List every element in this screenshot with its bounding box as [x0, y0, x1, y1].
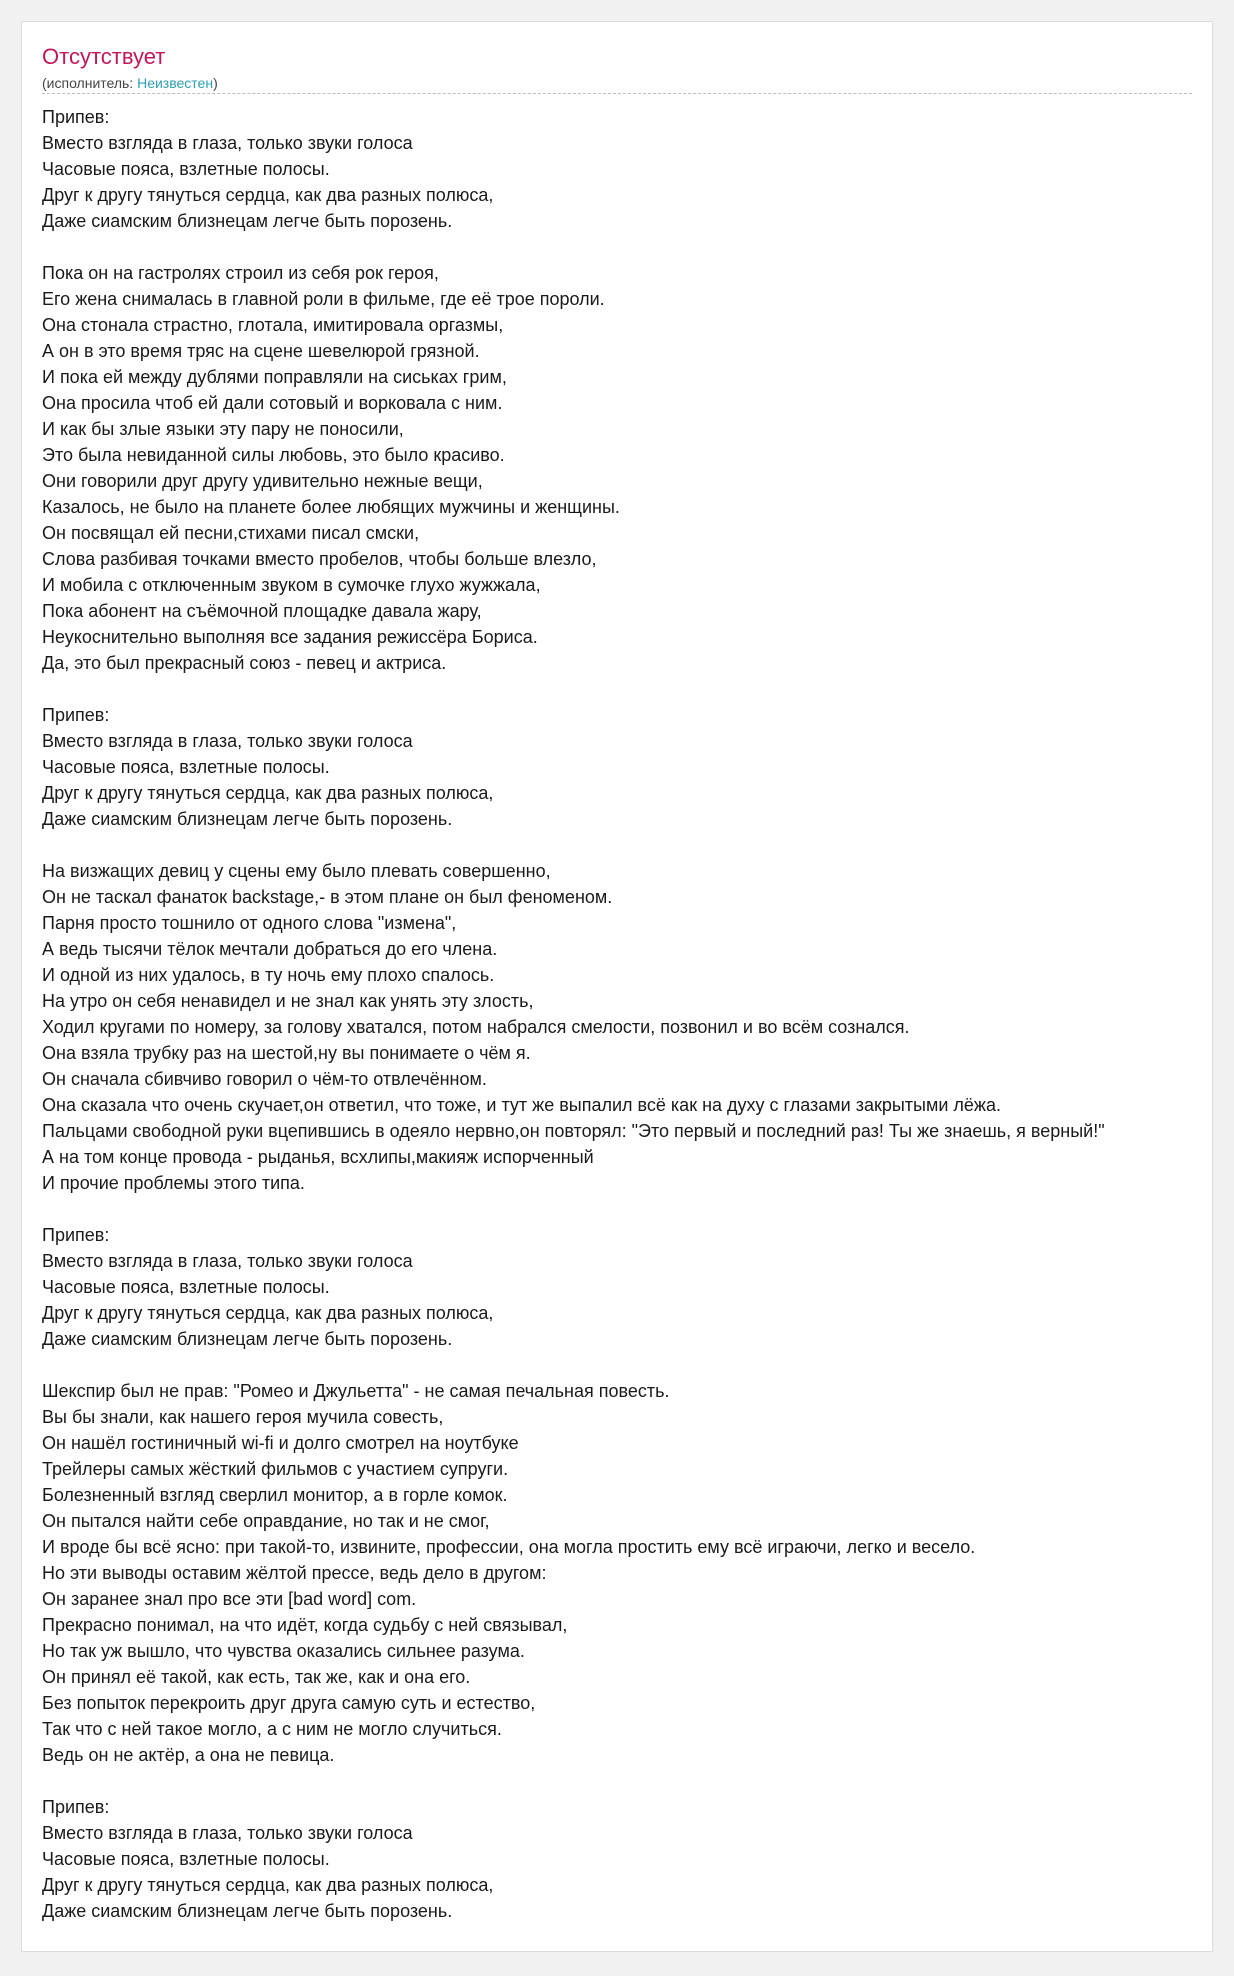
artist-link[interactable]: Неизвестен: [137, 75, 214, 91]
lyrics-line: Даже сиамским близнецам легче быть порозень.: [42, 809, 453, 829]
lyrics-line: Пока он на гастролях строил из себя рок героя,: [42, 263, 439, 283]
lyrics-line: Вместо взгляда в глаза, только звуки голоса: [42, 133, 413, 153]
lyrics-line: Слова разбивая точками вместо пробелов, чтобы больше влезло,: [42, 549, 597, 569]
lyrics-line: Часовые пояса, взлетные полосы.: [42, 159, 330, 179]
lyrics-stanza: [42, 1222, 1213, 1352]
lyrics-line: Даже сиамским близнецам легче быть порозень.: [42, 211, 453, 231]
lyrics-line: Вместо взгляда в глаза, только звуки голоса: [42, 1251, 413, 1271]
lyrics-stanza: [42, 858, 1213, 1196]
lyrics-line: Он пытался найти себе оправдание, но так и не смог,: [42, 1511, 490, 1531]
lyrics-line: Друг к другу тянуться сердца, как два разных полюса,: [42, 783, 494, 803]
lyrics-line: Вы бы знали, как нашего героя мучила совесть,: [42, 1407, 444, 1427]
lyrics-line: На утро он себя ненавидел и не знал как унять эту злость,: [42, 991, 534, 1011]
song-title: Отсутствует: [42, 44, 166, 69]
lyrics-line: Друг к другу тянуться сердца, как два разных полюса,: [42, 185, 494, 205]
lyrics-line: А ведь тысячи тёлок мечтали добраться до его члена.: [42, 939, 498, 959]
lyrics-line: Прекрасно понимал, на что идёт, когда судьбу с ней связывал,: [42, 1615, 568, 1635]
lyrics-line: Друг к другу тянуться сердца, как два разных полюса,: [42, 1303, 494, 1323]
lyrics-line: Даже сиамским близнецам легче быть порозень.: [42, 1901, 453, 1921]
lyrics-line: Неукоснительно выполняя все задания режиссёра Бориса.: [42, 627, 538, 647]
artist-prefix: (исполнитель:: [42, 75, 138, 91]
lyrics-card: [21, 21, 1213, 1952]
lyrics-line: На визжащих девиц у сцены ему было плевать совершенно,: [42, 861, 551, 881]
lyrics-text: [42, 104, 1213, 1950]
lyrics-line: Часовые пояса, взлетные полосы.: [42, 757, 330, 777]
lyrics-line: Вместо взгляда в глаза, только звуки голоса: [42, 1823, 413, 1843]
lyrics-line: Припев:: [42, 1225, 110, 1245]
lyrics-line: И вроде бы всё ясно: при такой-то, извините, профессии, она могла простить ему всё играючи, легко и весело.: [42, 1537, 976, 1557]
header-divider: [42, 93, 1192, 94]
lyrics-line: Трейлеры самых жёсткий фильмов с участием супруги.: [42, 1459, 509, 1479]
lyrics-line: Она взяла трубку раз на шестой,ну вы понимаете о чём я.: [42, 1043, 531, 1063]
lyrics-line: Парня просто тошнило от одного слова "измена",: [42, 913, 457, 933]
lyrics-line: И мобила с отключенным звуком в сумочке глухо жужжала,: [42, 575, 541, 595]
artist-line: [42, 74, 218, 92]
lyrics-line: Часовые пояса, взлетные полосы.: [42, 1277, 330, 1297]
lyrics-line: Ходил кругами по номеру, за голову хватался, потом набрался смелости, позвонил и во всём сознался.: [42, 1017, 910, 1037]
lyrics-line: Припев:: [42, 705, 110, 725]
lyrics-line: Друг к другу тянуться сердца, как два разных полюса,: [42, 1875, 494, 1895]
lyrics-line: Его жена снималась в главной роли в фильме, где её трое пороли.: [42, 289, 605, 309]
lyrics-stanza: [42, 104, 1213, 234]
lyrics-stanza: [42, 1378, 1213, 1768]
lyrics-line: Они говорили друг другу удивительно нежные вещи,: [42, 471, 483, 491]
lyrics-line: Он не таскал фанаток backstage,- в этом плане он был феноменом.: [42, 887, 613, 907]
lyrics-line: Она просила чтоб ей дали сотовый и ворковала с ним.: [42, 393, 503, 413]
lyrics-line: Болезненный взгляд сверлил монитор, а в горле комок.: [42, 1485, 508, 1505]
lyrics-line: Он сначала сбивчиво говорил о чём-то отвлечённом.: [42, 1069, 487, 1089]
lyrics-line: И прочие проблемы этого типа.: [42, 1173, 305, 1193]
lyrics-line: Пока абонент на съёмочной площадке давала жару,: [42, 601, 482, 621]
lyrics-line: А на том конце провода - рыданья, всхлипы,макияж испорченный: [42, 1147, 594, 1167]
lyrics-line: Припев:: [42, 1797, 110, 1817]
lyrics-line: И одной из них удалось, в ту ночь ему плохо спалось.: [42, 965, 495, 985]
lyrics-line: Он заранее знал про все эти [bad word] com.: [42, 1589, 417, 1609]
lyrics-line: Припев:: [42, 107, 110, 127]
lyrics-line: Но так уж вышло, что чувства оказались сильнее разума.: [42, 1641, 525, 1661]
lyrics-line: И как бы злые языки эту пару не поносили,: [42, 419, 404, 439]
lyrics-line: Часовые пояса, взлетные полосы.: [42, 1849, 330, 1869]
lyrics-line: А он в это время тряс на сцене шевелюрой грязной.: [42, 341, 480, 361]
lyrics-stanza: [42, 260, 1213, 676]
artist-suffix: ): [213, 75, 218, 91]
lyrics-line: Он принял её такой, как есть, так же, как и она его.: [42, 1667, 471, 1687]
lyrics-line: Шекспир был не прав: "Ромео и Джульетта" - не самая печальная повесть.: [42, 1381, 670, 1401]
lyrics-line: Без попыток перекроить друг друга самую суть и естество,: [42, 1693, 536, 1713]
lyrics-line: Пальцами свободной руки вцепившись в одеяло нервно,он повторял: "Это первый и последний раз! Ты же знаешь, я верный!": [42, 1121, 1105, 1141]
lyrics-line: Но эти выводы оставим жёлтой прессе, ведь дело в другом:: [42, 1563, 547, 1583]
lyrics-line: И пока ей между дублями поправляли на сиськах грим,: [42, 367, 507, 387]
lyrics-line: Вместо взгляда в глаза, только звуки голоса: [42, 731, 413, 751]
lyrics-line: Она сказала что очень скучает,он ответил, что тоже, и тут же выпалил всё как на духу с глазами закрытыми лёжа.: [42, 1095, 1001, 1115]
lyrics-line: Даже сиамским близнецам легче быть порозень.: [42, 1329, 453, 1349]
lyrics-line: Он нашёл гостиничный wi-fi и долго смотрел на ноутбуке: [42, 1433, 519, 1453]
lyrics-line: Так что с ней такое могло, а с ним не могло случиться.: [42, 1719, 502, 1739]
lyrics-line: Ведь он не актёр, а она не певица.: [42, 1745, 335, 1765]
lyrics-line: Это была невиданной силы любовь, это было красиво.: [42, 445, 505, 465]
lyrics-line: Да, это был прекрасный союз - певец и актриса.: [42, 653, 447, 673]
lyrics-stanza: [42, 702, 1213, 832]
lyrics-line: Казалось, не было на планете более любящих мужчины и женщины.: [42, 497, 620, 517]
lyrics-stanza: [42, 1794, 1213, 1924]
lyrics-line: Она стонала страстно, глотала, имитировала оргазмы,: [42, 315, 504, 335]
lyrics-line: Он посвящал ей песни,стихами писал смски,: [42, 523, 420, 543]
